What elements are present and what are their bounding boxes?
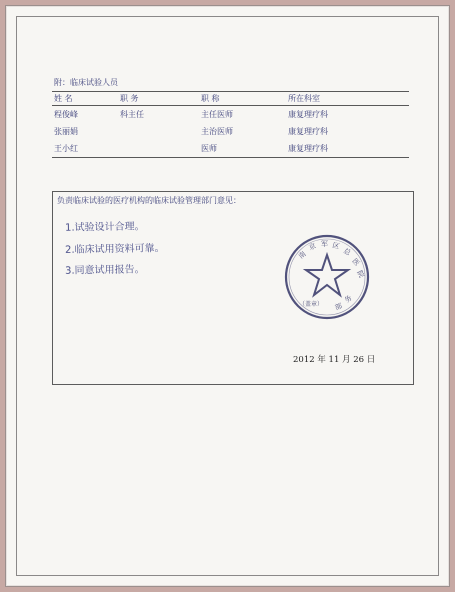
- svg-text:总: 总: [342, 246, 353, 258]
- staff-table: [52, 91, 409, 158]
- staff-row: [52, 106, 409, 124]
- staff-name: 王小红: [52, 140, 118, 158]
- staff-department: 康复理疗科: [286, 140, 409, 158]
- seal-graphic: [283, 233, 371, 321]
- opinion-heading: 负责临床试验的医疗机构的临床试验管理部门意见：: [57, 196, 241, 205]
- svg-text:南: 南: [297, 249, 308, 261]
- staff-row: [52, 123, 409, 140]
- staff-position: 科主任: [120, 110, 144, 119]
- opinion-item: 3.同意试用报告。: [64, 264, 145, 277]
- hospital-seal: [283, 233, 371, 321]
- staff-name: 程俊峰: [54, 110, 78, 119]
- staff-position: [118, 123, 199, 140]
- header-title: 职 称: [199, 92, 286, 106]
- staff-title-cell: 主治医师: [201, 127, 233, 136]
- header-department: 所在科室: [286, 92, 409, 106]
- staff-department: 康复理疗科: [288, 110, 328, 119]
- svg-text:军: 军: [321, 240, 328, 248]
- staff-header-row: [52, 92, 409, 106]
- staff-department: 康复理疗科: [288, 127, 328, 136]
- staff-position: [118, 140, 199, 158]
- svg-text:务: 务: [343, 293, 354, 305]
- seal-center-label: （盖章）: [299, 301, 324, 308]
- staff-name: 张丽娟: [54, 127, 78, 136]
- opinion-box: [52, 191, 414, 385]
- svg-text:部: 部: [333, 301, 344, 312]
- staff-row: [52, 140, 409, 158]
- svg-text:院: 院: [355, 269, 366, 280]
- svg-text:区: 区: [331, 241, 341, 251]
- opinion-date: 2012 年 11 月 26 日: [293, 355, 376, 365]
- staff-section: [52, 77, 409, 158]
- staff-title-cell: 医师: [199, 140, 286, 158]
- header-position: 职 务: [118, 92, 199, 106]
- header-name: 姓 名: [52, 92, 118, 106]
- opinion-item: 2.临床试用资料可靠。: [64, 243, 165, 256]
- svg-text:医: 医: [350, 256, 362, 268]
- svg-text:京: 京: [307, 241, 318, 252]
- staff-title-cell: 主任医师: [201, 110, 233, 119]
- seal-star-icon: [306, 255, 348, 295]
- document-page: [5, 5, 450, 587]
- opinion-item: 1.试验设计合理。: [64, 221, 145, 234]
- staff-title: 附：临床试验人员: [54, 78, 118, 87]
